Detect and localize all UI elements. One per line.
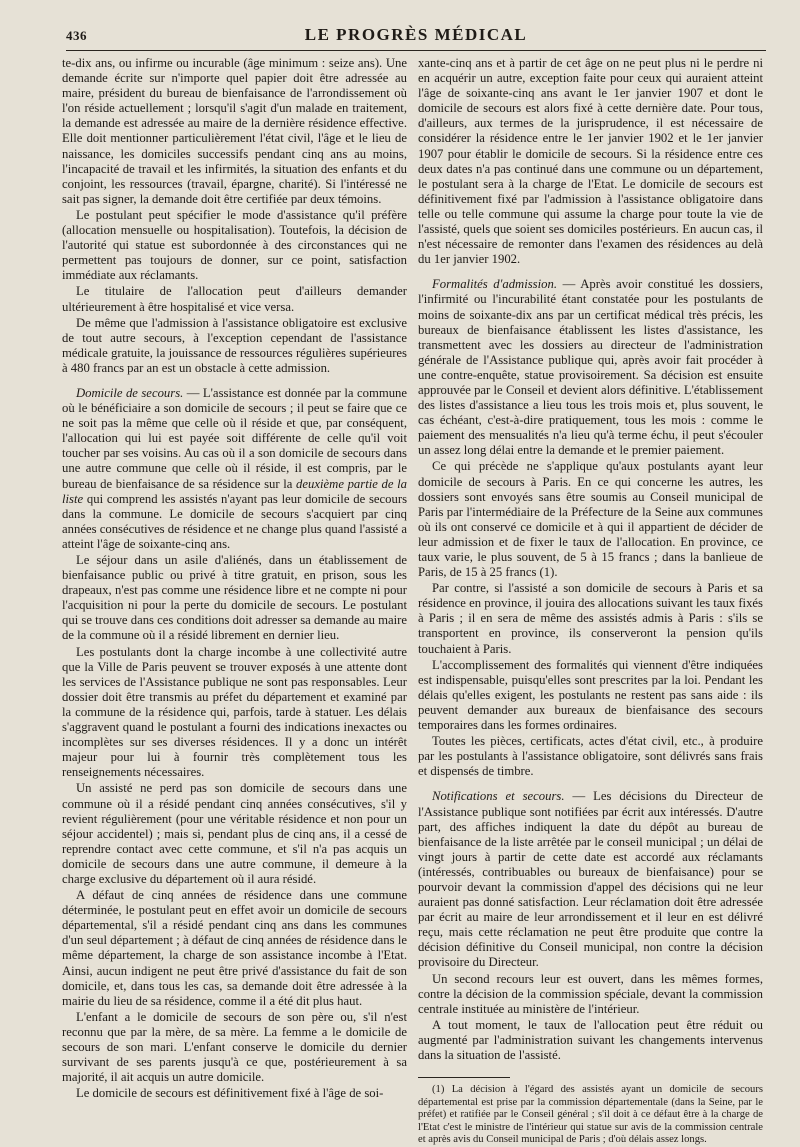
paragraph [418, 277, 763, 458]
paragraph [418, 789, 763, 970]
paragraph-text: qui comprend les assistés n'ayant pas leur domicile de secours dans la commune. Le domicile de secours s'acquiert par cinq années consécutives de résidence et ne change plus quand l'assisté a atteint l'âge de soixante-cinq ans. [62, 491, 408, 551]
section-heading-domicile: Domicile de secours. [76, 385, 184, 400]
paragraph: Toutes les pièces, certificats, actes d'état civil, etc., à produire par les postulants à l'assistance obligatoire, sont délivrés sans frais et dispensés de timbre. [418, 734, 763, 779]
section-heading-formalites: Formalités d'admission. [432, 277, 557, 292]
section-gap [418, 780, 763, 789]
page-number: 436 [66, 28, 87, 43]
header-rule [66, 50, 766, 51]
paragraph: De même que l'admission à l'assistance obligatoire est exclusive de tout autre secours, à l'exception cependant de l'assistance médicale gratuite, la jouissance de ressources régulières supérieures à 480 francs par an est un obstacle à cette admission. [62, 315, 407, 375]
paragraph: L'enfant a le domicile de secours de son père ou, s'il n'est reconnu que par la mère, de sa mère. La femme a le domicile de secours de son mari. L'enfant conserve le domicile du dernier survivant de ses parents jusqu'à ce que, postérieurement à sa majorité, il ait acquis un autre domicile. [62, 1009, 407, 1085]
paragraph: Le séjour dans un asile d'aliénés, dans un établissement de bienfaisance public ou privé à titre gratuit, en prison, sous les drapeaux, n'est pas comme une résidence libre et ne compte ni pour l'acquisition ni pour la perte du domicile de secours. Le postulant qui se trouve dans ces conditions doit adresser sa demande au maire de la commune où il a résidé librement en dernier lieu. [62, 553, 407, 643]
paragraph [62, 386, 407, 552]
paragraph: Les postulants dont la charge incombe à une collectivité autre que la Ville de Paris peuvent se trouver exposés à une attente dont les services de l'Assistance publique ne sont pas responsables. Leur dossier doit être transmis au préfet du département et examiné par la commune de la résidence qui, parfois, tarde à statuer. Les délais s'aggravent quand le postulant a fourni des indications inexactes ou incomplètes sur ses diverses résidences. Il y a donc un intérêt majeur pour lui à fournir très complètement tous les renseignements nécessaires. [62, 644, 407, 780]
left-column [62, 56, 407, 1102]
paragraph: Le titulaire de l'allocation peut d'ailleurs demander ultérieurement à être hospitalisé et vice versa. [62, 284, 407, 314]
footnote: (1) La décision à l'égard des assistés ayant un domicile de secours départemental est prise par la commission départementale (dans la Seine, par le préfet) et ratifiée par le Conseil général ; s'il doit à ce défaut être à la charge de l'Etat c'est le ministre de l'intérieur qui statue sur avis de la commission centrale et après avis du Conseil municipal de Paris ; d'où délais assez longs. [418, 1084, 763, 1146]
paragraph: A défaut de cinq années de résidence dans une commune déterminée, le postulant peut en effet avoir un domicile de secours départemental, s'il a résidé pendant cinq ans dans les communes d'un seul département ; à défaut de cinq années de résidence dans le même département, la charge de son assistance incombe à l'Etat. Ainsi, aucun indigent ne peut être privé d'assistance du fait de son domicile, et, dans tous les cas, sa demande doit être adressée à la mairie du lieu de sa résidence, comme il a été dit plus haut. [62, 888, 407, 1008]
paragraph-text: — Après avoir constitué les dossiers, l'infirmité ou l'incurabilité étant constatée pour les postulants de moins de soixante-dix ans par un certificat médical très précis, les bureaux de bienfaisance établissent les listes d'assistance, les transmettent avec les dossiers au directeur de l'administration générale de l'Assistance publique qui, après avoir fait procéder à une contre-enquête, statue provisoirement. Sa décision est ensuite approuvée par le Conseil et devient alors définitive. L'établissement des listes d'assistance a lieu tous les trois mois et, plus souvent, le cas échéant, c'est-à-dire pratiquement, tous les mois : comme le paiement des mensualités n'a lieu qu'à terme échu, il peut s'écouler un assez long délai entre la demande et le premier paiement. [418, 277, 764, 458]
section-gap [418, 268, 763, 277]
paragraph: Un second recours leur est ouvert, dans les mêmes formes, contre la décision de la commission spéciale, devant la commission centrale instituée au ministère de l'intérieur. [418, 971, 763, 1016]
paragraph-text: — Les décisions du Directeur de l'Assistance publique sont notifiées par écrit aux intéressés. D'autre part, des affiches indiquent la date du dépôt au bureau de bienfaisance de la liste arrêtée par le conseil municipal ; un délai de vingt jours à partir de cette date est accordé aux réclamants (intéressés, contribuables ou bureaux de bienfaisance) pour se pourvoir devant la commission d'appel des décisions qui ne leur auraient pas donné satisfaction. Leur réclamation doit être adressée par écrit au maire de leur arrondissement et il leur en est délivré reçu, mais cette réclamation ne peut être produite que contre la décision définitive du Conseil municipal, non contre la décision provisoire du Directeur. [418, 789, 764, 970]
paragraph: Par contre, si l'assisté a son domicile de secours à Paris et sa résidence en province, il jouira des allocations suivant les taux fixés à Paris ; il en sera de même des assistés admis à Paris : s'ils se transportent en province, ils conserveront la pension qu'ils touchaient à Paris. [418, 581, 763, 656]
right-column [418, 56, 763, 1147]
page-header [66, 22, 766, 48]
paragraph: te-dix ans, ou infirme ou incurable (âge minimum : seize ans). Une demande écrite sur n'importe quel papier doit être adressée au maire, président du bureau de bienfaisance de l'arrondissement où l'on réside actuellement ; lorsqu'il s'agit d'un malade en traitement, la demande est adressée au maire de la dernière résidence effective. Elle doit mentionner particulièrement l'état civil, l'âge et le lieu de naissance, les domiciles successifs pendant cinq ans au moins, l'incapacité de travail et les infirmités, la situation des enfants et du conjoint, les ressources (travail, épargne, charité). Si l'intéressé ne sait pas signer, la demande doit être certifiée par deux témoins. [62, 56, 407, 206]
paragraph: Ce qui précède ne s'applique qu'aux postulants ayant leur domicile de secours à Paris. En ce qui concerne les autres, les dossiers sont envoyés sans être soumis au Conseil municipal de Paris par l'intermédiaire de la Préfecture de la Seine aux communes où ils ont conservé ce domicile et à qui il appartient de décider de leur admission et de fixer le taux de l'allocation. En province, ce taux varie, le plus souvent, de 5 à 15 francs ; dans la banlieue de Paris, de 15 à 25 francs (1). [418, 459, 763, 580]
paragraph: A tout moment, le taux de l'allocation peut être réduit ou augmenté par l'administration suivant les changements intervenus dans la situation de l'assisté. [418, 1017, 763, 1062]
paragraph-text: — L'assistance est donnée par la commune où le bénéficiaire a son domicile de secours ; il peut se faire que ce ne soit pas la même que celle où il réside et que, par conséquent, l'allocation qui lui est payée soit différente de celle qu'il voit toucher par ses voisins. Au cas où il a son domicile de secours dans une autre commune que celle où il réside, il est compris, par le bureau de bienfaisance de sa résidence sur la [62, 385, 408, 491]
paragraph: L'accomplissement des formalités qui viennent d'être indiquées est indispensable, puisqu'elles sont prescrites par la loi. Pendant les délais qu'elles exigent, les postulants ne restent pas sans aide : ils peuvent demander aux bureaux de bienfaisance des secours temporaires dans les formes ordinaires. [418, 657, 763, 733]
footnote-rule [418, 1077, 510, 1078]
italic-phrase: deuxième partie de la liste [62, 476, 407, 506]
section-heading-notifications: Notifications et secours. [432, 789, 565, 804]
paragraph: Le domicile de secours est définitivement fixé à l'âge de soi- [76, 1086, 384, 1101]
paragraph: Le postulant peut spécifier le mode d'assistance qu'il préfère (allocation mensuelle ou hospitalisation). Toutefois, la décision de l'autorité qui statue est subordonnée à des circonstances qui ne permettent pas toujours de donner, sur ce point, satisfaction immédiate aux réclamants. [62, 207, 407, 283]
section-gap [62, 377, 407, 386]
paragraph: xante-cinq ans et à partir de cet âge on ne peut plus ni le perdre ni en acquérir un autre, exception faite pour ceux qui auraient atteint l'âge de soixante-cinq ans avant le 1er janvier 1907 et dont le domicile de secours est alors fixé à cette dernière date. Pour tous, d'ailleurs, aux termes de la jurisprudence, il est nécessaire de considérer la résidence entre le 1er janvier 1902 et le 1er janvier 1907 pour établir le domicile de secours. Si la résidence entre ces deux dates n'a pas continué dans une commune ou un département, le postulant sera à la charge de l'Etat. Le domicile de secours est définitivement fixé par l'admission à l'assistance obligatoire dans telle ou telle commune qui assume la charge pour toute la vie de l'assisté, quels que soient ses domiciles postérieurs. En aucun cas, il n'est nécessaire de remonter dans l'examen des résidences au delà du 1er janvier 1902. [418, 56, 763, 267]
paragraph: Un assisté ne perd pas son domicile de secours dans une commune où il a résidé pendant cinq années consécutives, s'il y revient régulièrement (pour une véritable résidence et non pour un séjour accidentel) ; mais si, pendant plus de cinq ans, il a cessé de reprendre contact avec cette commune, et s'il n'a pas acquis un domicile de secours dans une autre commune, il demeure à la charge exclusive du département où il aura résidé. [62, 781, 407, 886]
journal-title: LE PROGRÈS MÉDICAL [304, 25, 528, 44]
